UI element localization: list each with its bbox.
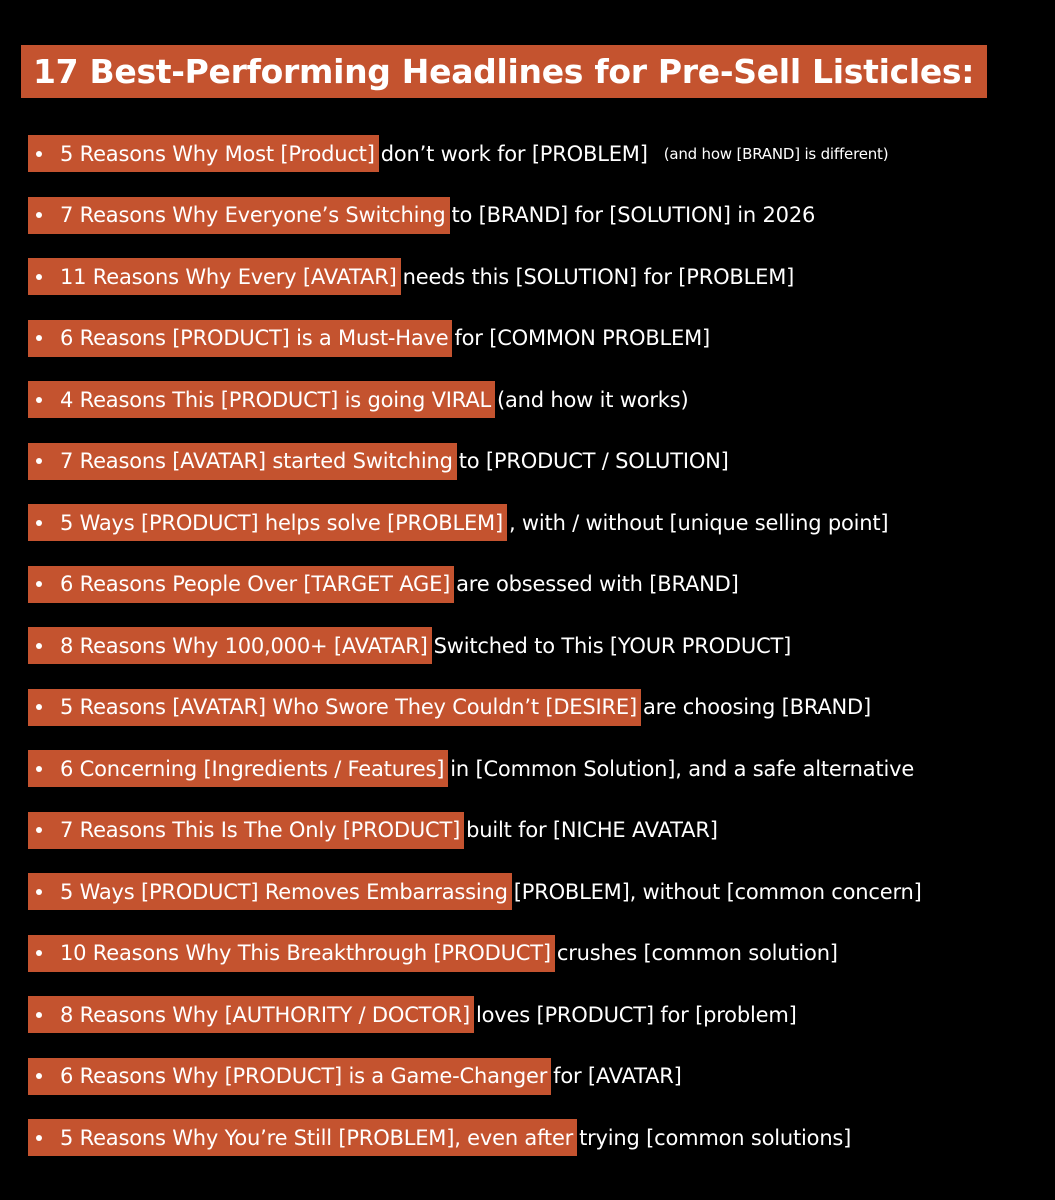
bullet-icon <box>36 950 42 956</box>
list-item <box>28 504 888 541</box>
headline-rest-text: (and how it works) <box>497 387 689 412</box>
headline-highlight <box>28 504 507 541</box>
bullet-icon <box>36 889 42 895</box>
headline-rest-text: are choosing [BRAND] <box>642 695 872 719</box>
headline-highlight-text: 5 Reasons Why Most [Product] <box>60 141 375 166</box>
headline-highlight <box>28 996 474 1033</box>
headline-rest-text: trying [common solutions] <box>579 1125 852 1150</box>
headline-highlight <box>28 1058 551 1095</box>
headline-highlight-text: 6 Reasons Why [PRODUCT] is a Game-Changer <box>60 1064 548 1088</box>
headline-rest-text: needs this [SOLUTION] for [PROBLEM] <box>402 264 795 289</box>
headline-rest-text: [PROBLEM], without [common concern] <box>513 879 922 904</box>
headline-rest-text: for [COMMON PROBLEM] <box>454 326 711 350</box>
headline-rest-text: for [AVATAR] <box>553 1064 682 1088</box>
headline-rest-text: crushes [common solution] <box>556 941 838 965</box>
list-item <box>28 873 922 910</box>
headline-rest-text: , with / without [unique selling point] <box>508 510 889 535</box>
headline-highlight-text: 5 Ways [PRODUCT] helps solve [PROBLEM] <box>60 510 503 535</box>
headline-highlight <box>28 258 401 295</box>
headline-highlight-text: 4 Reasons This [PRODUCT] is going VIRAL <box>60 387 491 412</box>
list-item <box>28 996 797 1033</box>
headline-highlight <box>28 750 448 787</box>
headline-highlight <box>28 566 454 603</box>
bullet-icon <box>36 458 42 464</box>
list-item <box>28 320 710 357</box>
list-item <box>28 689 871 726</box>
headline-rest-text: don’t work for [PROBLEM] <box>380 141 648 166</box>
bullet-icon <box>36 1012 42 1018</box>
page-title: 17 Best-Performing Headlines for Pre-Sell Listicles: <box>33 52 975 91</box>
headline-highlight-text: 11 Reasons Why Every [AVATAR] <box>60 264 397 289</box>
bullet-icon <box>36 704 42 710</box>
list-item <box>28 258 794 295</box>
bullet-icon <box>36 520 42 526</box>
headline-highlight-text: 6 Reasons People Over [TARGET AGE] <box>60 572 451 596</box>
bullet-icon <box>36 827 42 833</box>
headline-rest-text: built for [NICHE AVATAR] <box>466 818 718 842</box>
headline-highlight <box>28 443 457 480</box>
headline-highlight-text: 8 Reasons Why [AUTHORITY / DOCTOR] <box>60 1002 471 1027</box>
list-item <box>28 935 838 972</box>
headline-rest-text: in [Common Solution], and a safe alternative <box>450 756 915 781</box>
list-item <box>28 197 815 234</box>
headline-highlight <box>28 873 512 910</box>
headline-highlight <box>28 135 379 172</box>
headline-highlight-text: 5 Reasons Why You’re Still [PROBLEM], even after <box>60 1125 574 1150</box>
bullet-icon <box>36 212 42 218</box>
headline-rest-text: are obsessed with [BRAND] <box>456 572 739 596</box>
list-item <box>28 627 791 664</box>
headline-highlight-text: 10 Reasons Why This Breakthrough [PRODUCT] <box>60 941 551 965</box>
headline-highlight-text: 5 Ways [PRODUCT] Removes Embarrassing <box>60 879 508 904</box>
headline-highlight <box>28 197 450 234</box>
bullet-icon <box>36 1073 42 1079</box>
list-item <box>28 135 888 172</box>
list-item <box>28 812 718 849</box>
headline-rest-text: to [BRAND] for [SOLUTION] in 2026 <box>451 203 816 227</box>
bullet-icon <box>36 397 42 403</box>
headline-highlight <box>28 935 555 972</box>
list-item <box>28 1058 682 1095</box>
bullet-icon <box>36 274 42 280</box>
list-item <box>28 566 739 603</box>
headline-highlight <box>28 381 495 418</box>
list-item <box>28 1119 851 1156</box>
bullet-icon <box>36 643 42 649</box>
headline-highlight-text: 7 Reasons [AVATAR] started Switching <box>60 449 453 473</box>
headline-rest-text: loves [PRODUCT] for [problem] <box>476 1002 797 1027</box>
headline-rest-text: to [PRODUCT / SOLUTION] <box>458 449 729 473</box>
headline-highlight-text: 7 Reasons This Is The Only [PRODUCT] <box>60 818 461 842</box>
bullet-icon <box>36 581 42 587</box>
headline-highlight-text: 6 Concerning [Ingredients / Features] <box>60 756 445 781</box>
bullet-icon <box>36 766 42 772</box>
headline-highlight <box>28 689 641 726</box>
headline-highlight-text: 8 Reasons Why 100,000+ [AVATAR] <box>60 633 428 658</box>
headline-highlight <box>28 1119 577 1156</box>
headline-highlight <box>28 627 432 664</box>
title-banner <box>21 45 987 98</box>
bullet-icon <box>36 151 42 157</box>
headline-highlight-text: 6 Reasons [PRODUCT] is a Must-Have <box>60 326 449 350</box>
list-item <box>28 381 688 418</box>
headline-rest-text: Switched to This [YOUR PRODUCT] <box>433 633 792 658</box>
list-item <box>28 443 729 480</box>
headline-highlight <box>28 812 464 849</box>
list-item <box>28 750 914 787</box>
headline-highlight-text: 5 Reasons [AVATAR] Who Swore They Couldn’t [DESIRE] <box>60 695 637 719</box>
bullet-icon <box>36 335 42 341</box>
bullet-icon <box>36 1135 42 1141</box>
headline-highlight <box>28 320 452 357</box>
headline-note: (and how [BRAND] is different) <box>663 144 889 163</box>
headline-highlight-text: 7 Reasons Why Everyone’s Switching <box>60 203 446 227</box>
